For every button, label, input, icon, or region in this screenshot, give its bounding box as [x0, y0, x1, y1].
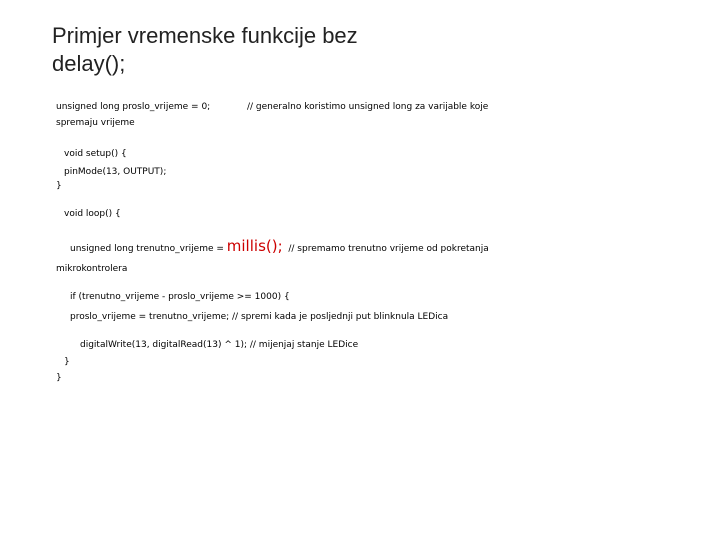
- code-line-5: }: [56, 181, 62, 191]
- code-line-3: void setup() {: [64, 149, 127, 159]
- code-line-10: proslo_vrijeme = trenutno_vrijeme; // spremi kada je posljednji put blinknula LEDica: [70, 312, 449, 322]
- millis-call-highlight: millis();: [226, 237, 283, 255]
- slide-title: [52, 22, 358, 78]
- code-line-1-comment: // generalno koristimo unsigned long za varijable koje: [247, 102, 489, 112]
- slide-title-line-1: Primjer vremenske funkcije bez: [52, 23, 358, 48]
- slide-title-line-2: delay();: [52, 51, 126, 76]
- code-line-7-comment: // spremamo trenutno vrijeme od pokretanja: [288, 244, 489, 254]
- code-line-9: if (trenutno_vrijeme - proslo_vrijeme >= 1000) {: [70, 292, 290, 302]
- code-line-4: pinMode(13, OUTPUT);: [64, 167, 167, 177]
- code-line-2: spremaju vrijeme: [56, 118, 135, 128]
- code-line-1-left: unsigned long proslo_vrijeme = 0;: [56, 102, 211, 112]
- code-line-6: void loop() {: [64, 209, 121, 219]
- code-line-8: mikrokontrolera: [56, 264, 128, 274]
- code-line-12: }: [64, 357, 70, 367]
- code-line-13: }: [56, 373, 62, 383]
- code-line-7: [70, 237, 489, 255]
- code-line-7-pre: unsigned long trenutno_vrijeme =: [70, 244, 224, 254]
- code-line-11: digitalWrite(13, digitalRead(13) ^ 1); // mijenjaj stanje LEDice: [80, 340, 359, 350]
